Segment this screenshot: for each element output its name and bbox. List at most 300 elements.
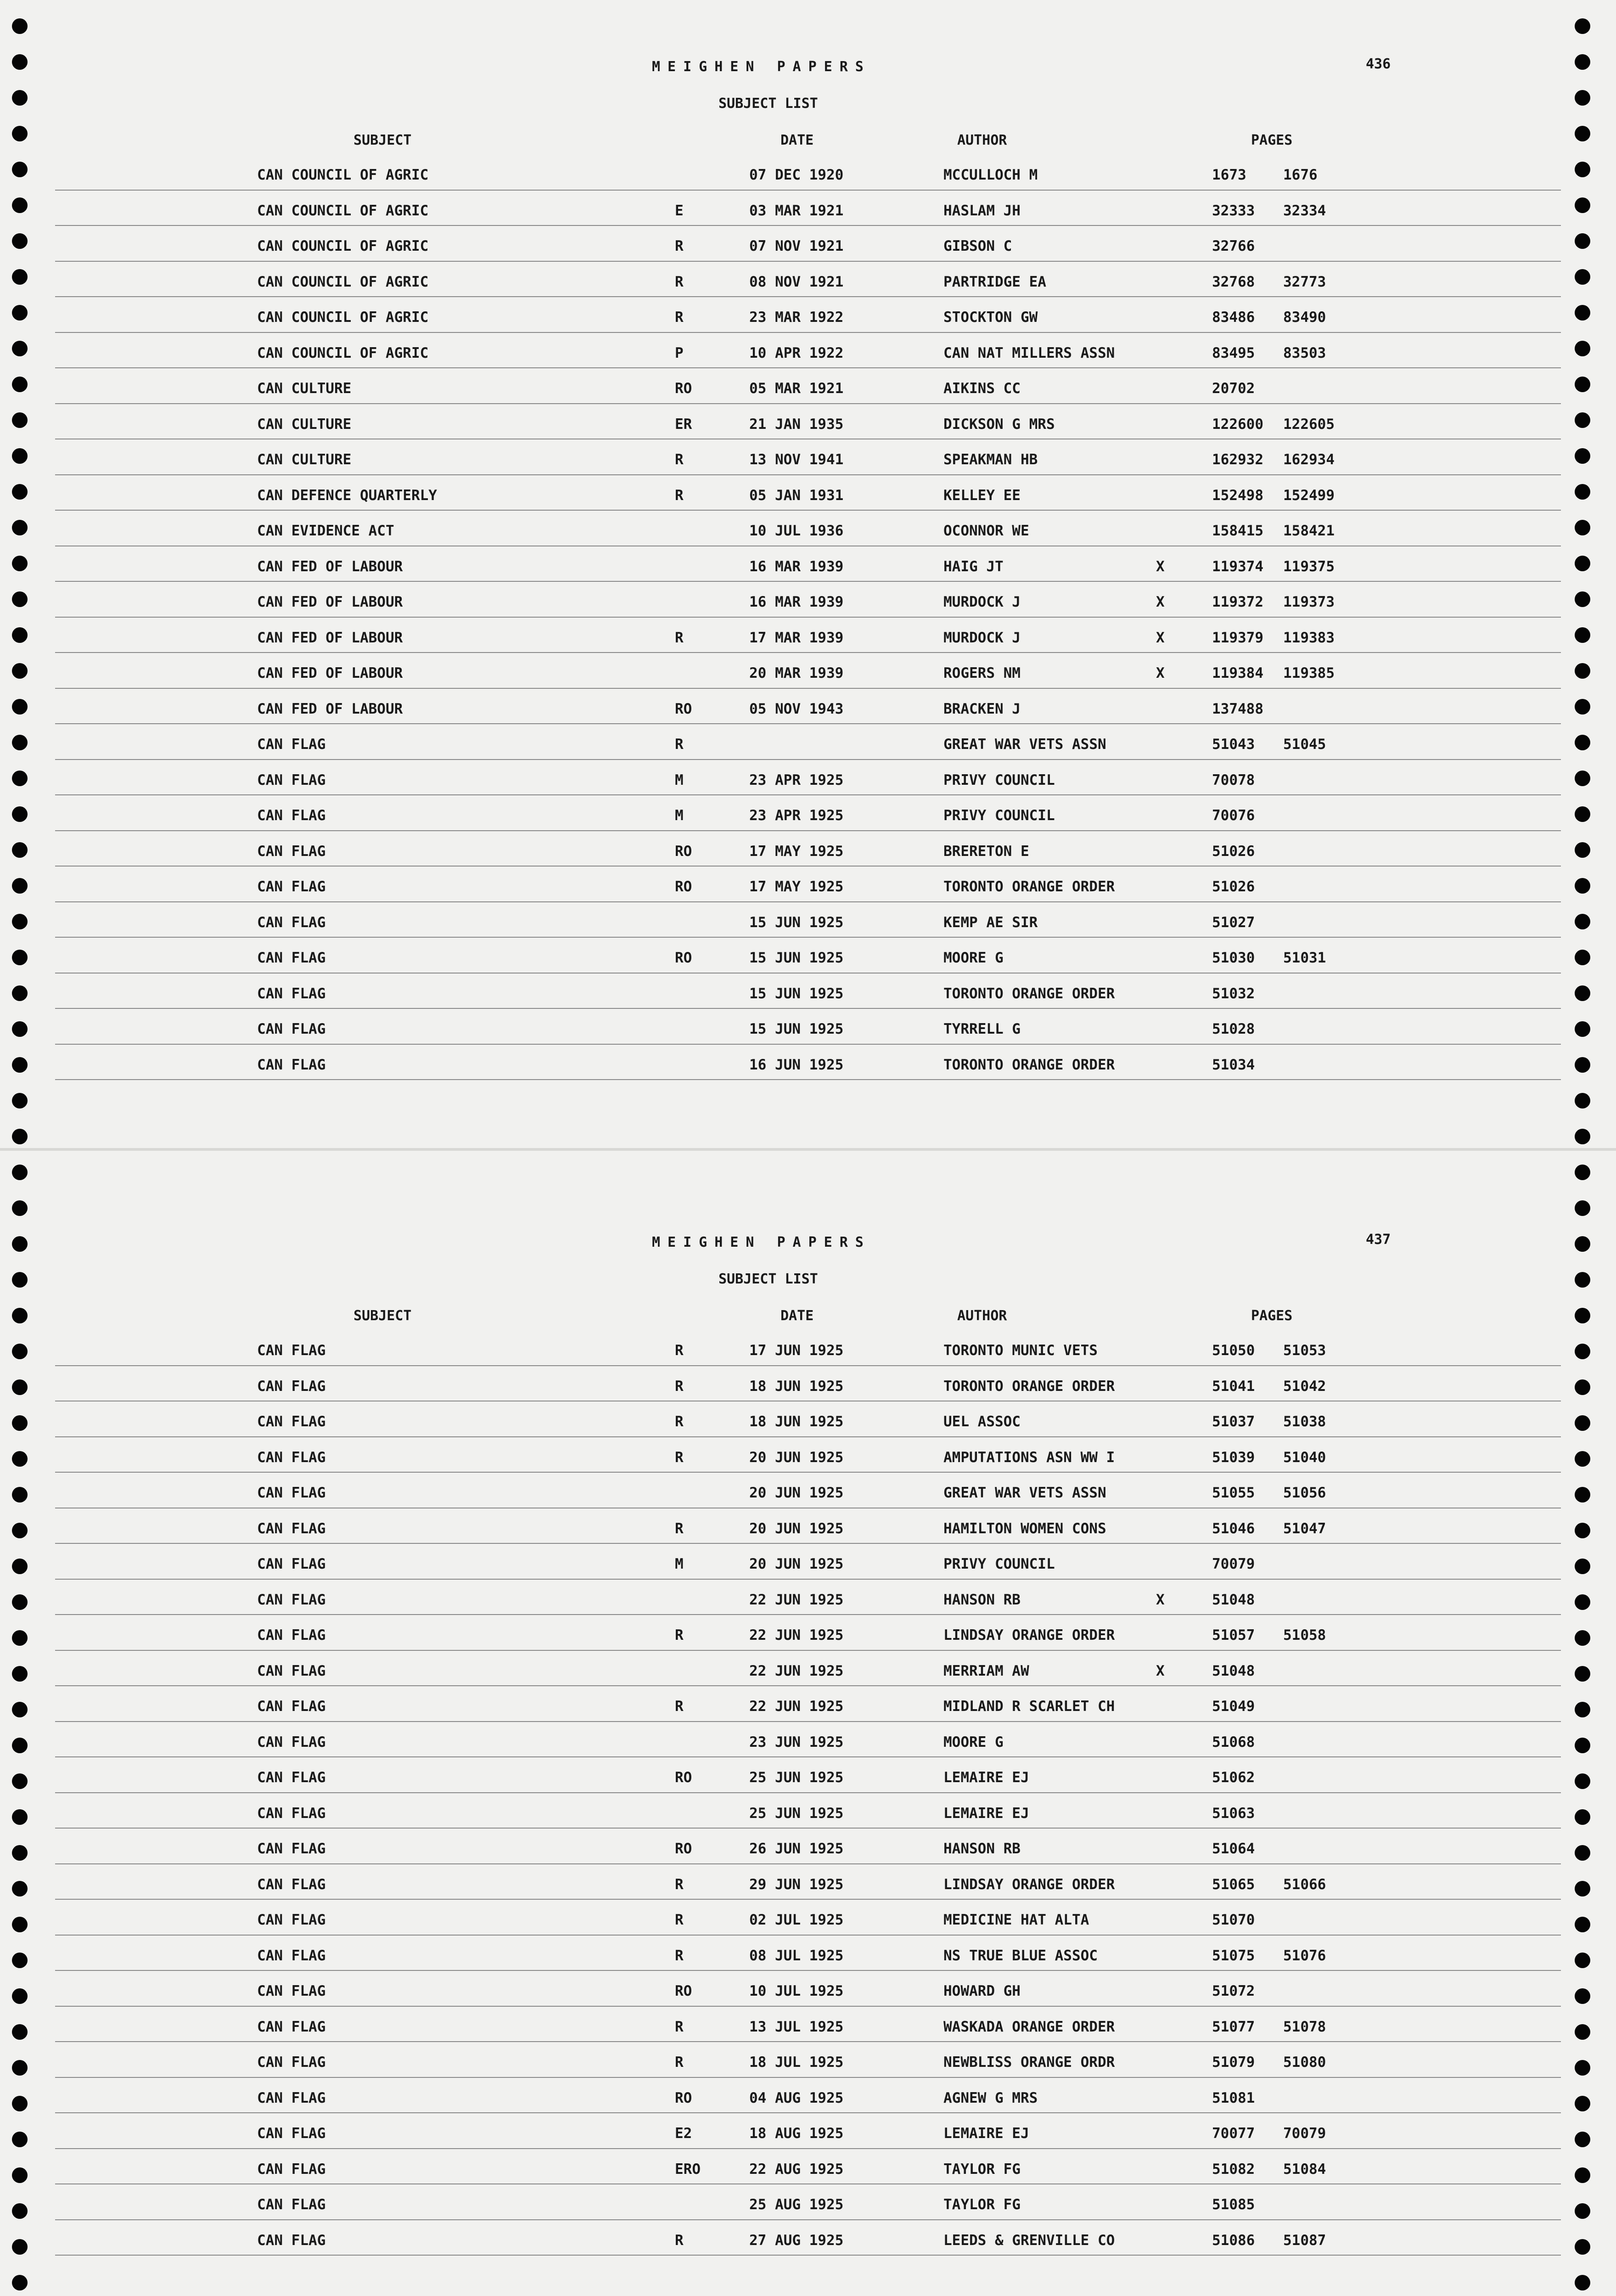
header-pages: PAGES xyxy=(1251,132,1293,148)
code-cell: RO xyxy=(675,1840,692,1857)
subject-cell: CAN FLAG xyxy=(257,843,326,860)
date-cell: 17 MAY 1925 xyxy=(749,878,844,895)
tractor-hole xyxy=(1575,1200,1590,1216)
author-cell: GREAT WAR VETS ASSN xyxy=(943,736,1106,753)
author-cell: KELLEY EE xyxy=(943,487,1021,504)
author-cell: HAMILTON WOMEN CONS xyxy=(943,1520,1106,1537)
author-cell: NEWBLISS ORANGE ORDR xyxy=(943,2054,1115,2071)
subject-cell: CAN FLAG xyxy=(257,985,326,1002)
date-cell: 23 APR 1925 xyxy=(749,771,844,788)
author-cell: TORONTO ORANGE ORDER xyxy=(943,1056,1115,1073)
code-cell: R xyxy=(675,1912,684,1928)
table-row xyxy=(0,2122,1616,2157)
code-cell: M xyxy=(675,1556,684,1572)
tractor-hole xyxy=(1575,1165,1590,1180)
author-cell: TORONTO ORANGE ORDER xyxy=(943,985,1115,1002)
table-row xyxy=(0,1517,1616,1553)
code-cell: P xyxy=(675,344,684,361)
page-from-cell: 51079 xyxy=(1212,2054,1255,2071)
subject-cell: CAN FLAG xyxy=(257,1591,326,1608)
subject-cell: CAN FED OF LABOUR xyxy=(257,700,403,717)
page-divider xyxy=(0,1148,1616,1151)
code-cell: RO xyxy=(675,1983,692,1999)
subject-cell: CAN FLAG xyxy=(257,1413,326,1430)
page-from-cell: 51057 xyxy=(1212,1627,1255,1643)
header-date: DATE xyxy=(780,1308,814,1324)
code-cell: R xyxy=(675,309,684,326)
page-from-cell: 51041 xyxy=(1212,1378,1255,1395)
subject-cell: CAN CULTURE xyxy=(257,451,352,468)
table-row xyxy=(0,377,1616,412)
date-cell: 17 MAY 1925 xyxy=(749,843,844,860)
page-subtitle: SUBJECT LIST xyxy=(718,1271,818,1287)
date-cell: 29 JUN 1925 xyxy=(749,1876,844,1893)
page-to-cell: 83503 xyxy=(1283,344,1326,361)
table-row xyxy=(0,804,1616,839)
table-row xyxy=(0,1659,1616,1695)
date-cell: 10 APR 1922 xyxy=(749,344,844,361)
table-row xyxy=(0,1017,1616,1053)
subject-cell: CAN FLAG xyxy=(257,1840,326,1857)
flag-x-cell: X xyxy=(1156,558,1165,575)
author-cell: LINDSAY ORANGE ORDER xyxy=(943,1876,1115,1893)
subject-cell: CAN FLAG xyxy=(257,1556,326,1572)
date-cell: 18 JUN 1925 xyxy=(749,1378,844,1395)
tractor-hole xyxy=(12,1200,28,1216)
author-cell: AMPUTATIONS ASN WW I xyxy=(943,1449,1115,1466)
date-cell: 13 JUL 1925 xyxy=(749,2018,844,2035)
page-subtitle: SUBJECT LIST xyxy=(718,96,818,112)
code-cell: R xyxy=(675,2018,684,2035)
date-cell: 22 JUN 1925 xyxy=(749,1627,844,1643)
subject-cell: CAN COUNCIL OF AGRIC xyxy=(257,273,429,290)
flag-x-cell: X xyxy=(1156,1591,1165,1608)
author-cell: MOORE G xyxy=(943,1733,1004,1750)
code-cell: R xyxy=(675,2054,684,2071)
tractor-hole xyxy=(1575,1129,1590,1144)
table-row xyxy=(0,946,1616,982)
subject-cell: CAN FLAG xyxy=(257,2089,326,2106)
date-cell: 23 MAR 1922 xyxy=(749,309,844,326)
page-from-cell: 70079 xyxy=(1212,1556,1255,1572)
tractor-hole xyxy=(12,54,28,70)
table-row xyxy=(0,1374,1616,1410)
page-to-cell: 51076 xyxy=(1283,1947,1326,1964)
table-row xyxy=(0,1837,1616,1873)
page-from-cell: 32768 xyxy=(1212,273,1255,290)
date-cell: 15 JUN 1925 xyxy=(749,1021,844,1037)
subject-cell: CAN FLAG xyxy=(257,1733,326,1750)
subject-cell: CAN FLAG xyxy=(257,1983,326,1999)
subject-list-rows xyxy=(0,1339,1616,2264)
table-row xyxy=(0,1588,1616,1624)
code-cell: R xyxy=(675,273,684,290)
table-row xyxy=(0,839,1616,875)
subject-cell: CAN FED OF LABOUR xyxy=(257,558,403,575)
page-from-cell: 51039 xyxy=(1212,1449,1255,1466)
page-from-cell: 119374 xyxy=(1212,558,1263,575)
header-author: AUTHOR xyxy=(957,1308,1007,1324)
table-row xyxy=(0,555,1616,591)
tractor-hole xyxy=(1575,126,1590,141)
author-cell: LEMAIRE EJ xyxy=(943,1805,1029,1822)
date-cell: 25 AUG 1925 xyxy=(749,2196,844,2213)
code-cell: R xyxy=(675,1378,684,1395)
page-from-cell: 51030 xyxy=(1212,950,1255,966)
subject-cell: CAN FLAG xyxy=(257,1378,326,1395)
page-to-cell: 152499 xyxy=(1283,487,1335,504)
date-cell: 05 JAN 1931 xyxy=(749,487,844,504)
table-row xyxy=(0,697,1616,733)
page-from-cell: 70078 xyxy=(1212,771,1255,788)
code-cell: RO xyxy=(675,878,692,895)
date-cell: 17 MAR 1939 xyxy=(749,629,844,646)
author-cell: STOCKTON GW xyxy=(943,309,1038,326)
author-cell: ROGERS NM xyxy=(943,665,1021,681)
subject-cell: CAN FLAG xyxy=(257,950,326,966)
page-from-cell: 83495 xyxy=(1212,344,1255,361)
page-to-cell: 51045 xyxy=(1283,736,1326,753)
date-cell: 18 JUN 1925 xyxy=(749,1413,844,1430)
table-row xyxy=(0,1979,1616,2015)
page-to-cell: 119383 xyxy=(1283,629,1335,646)
page-from-cell: 51050 xyxy=(1212,1342,1255,1359)
subject-cell: CAN FLAG xyxy=(257,2018,326,2035)
tractor-hole xyxy=(1575,18,1590,34)
table-row xyxy=(0,2193,1616,2228)
page-from-cell: 158415 xyxy=(1212,523,1263,539)
subject-cell: CAN DEFENCE QUARTERLY xyxy=(257,487,437,504)
tractor-hole xyxy=(12,90,28,106)
header-subject: SUBJECT xyxy=(354,1308,412,1324)
code-cell: ER xyxy=(675,416,692,433)
author-cell: PRIVY COUNCIL xyxy=(943,771,1055,788)
page-from-cell: 51085 xyxy=(1212,2196,1255,2213)
code-cell: R xyxy=(675,487,684,504)
tractor-hole xyxy=(12,1272,28,1288)
table-row xyxy=(0,1730,1616,1766)
subject-cell: CAN FED OF LABOUR xyxy=(257,594,403,610)
table-row xyxy=(0,519,1616,555)
flag-x-cell: X xyxy=(1156,665,1165,681)
page-from-cell: 51077 xyxy=(1212,2018,1255,2035)
subject-cell: CAN FLAG xyxy=(257,1947,326,1964)
date-cell: 20 JUN 1925 xyxy=(749,1449,844,1466)
date-cell: 22 JUN 1925 xyxy=(749,1662,844,1679)
subject-list-rows xyxy=(0,163,1616,1088)
code-cell: R xyxy=(675,1627,684,1643)
author-cell: OCONNOR WE xyxy=(943,523,1029,539)
author-cell: LEEDS & GRENVILLE CO xyxy=(943,2232,1115,2249)
code-cell: RO xyxy=(675,950,692,966)
author-cell: GIBSON C xyxy=(943,238,1012,254)
page-from-cell: 51082 xyxy=(1212,2161,1255,2178)
author-cell: SPEAKMAN HB xyxy=(943,451,1038,468)
date-cell: 05 MAR 1921 xyxy=(749,380,844,397)
page-to-cell: 51053 xyxy=(1283,1342,1326,1359)
code-cell: R xyxy=(675,1449,684,1466)
subject-cell: CAN FLAG xyxy=(257,1698,326,1715)
table-row xyxy=(0,1908,1616,1944)
page-to-cell: 162934 xyxy=(1283,451,1335,468)
date-cell: 08 JUL 1925 xyxy=(749,1947,844,1964)
author-cell: AGNEW G MRS xyxy=(943,2089,1038,2106)
page-from-cell: 152498 xyxy=(1212,487,1263,504)
page-from-cell: 51028 xyxy=(1212,1021,1255,1037)
page-from-cell: 137488 xyxy=(1212,700,1263,717)
date-cell: 20 MAR 1939 xyxy=(749,665,844,681)
page-from-cell: 51048 xyxy=(1212,1662,1255,1679)
date-cell: 05 NOV 1943 xyxy=(749,700,844,717)
subject-cell: CAN FLAG xyxy=(257,1485,326,1501)
table-row xyxy=(0,234,1616,270)
subject-cell: CAN FLAG xyxy=(257,1449,326,1466)
author-cell: TAYLOR FG xyxy=(943,2196,1021,2213)
page-to-cell: 51078 xyxy=(1283,2018,1326,2035)
tractor-hole xyxy=(12,1308,28,1323)
tractor-hole xyxy=(12,1165,28,1180)
subject-cell: CAN FLAG xyxy=(257,807,326,824)
page-from-cell: 51043 xyxy=(1212,736,1255,753)
table-row xyxy=(0,1446,1616,1481)
table-row xyxy=(0,661,1616,697)
tractor-hole xyxy=(12,18,28,34)
code-cell: R xyxy=(675,629,684,646)
table-row xyxy=(0,163,1616,199)
table-row xyxy=(0,1766,1616,1801)
date-cell: 21 JAN 1935 xyxy=(749,416,844,433)
page-from-cell: 51049 xyxy=(1212,1698,1255,1715)
author-cell: MERRIAM AW xyxy=(943,1662,1029,1679)
table-row xyxy=(0,1053,1616,1089)
subject-cell: CAN FLAG xyxy=(257,2161,326,2178)
date-cell: 15 JUN 1925 xyxy=(749,914,844,931)
table-row xyxy=(0,484,1616,519)
page-to-cell: 51042 xyxy=(1283,1378,1326,1395)
subject-cell: CAN CULTURE xyxy=(257,416,352,433)
page-title: MEIGHEN PAPERS xyxy=(652,1234,871,1250)
header-subject: SUBJECT xyxy=(354,132,412,148)
table-row xyxy=(0,2050,1616,2086)
subject-cell: CAN FLAG xyxy=(257,2232,326,2249)
page-from-cell: 51086 xyxy=(1212,2232,1255,2249)
subject-cell: CAN FLAG xyxy=(257,2196,326,2213)
subject-cell: CAN FLAG xyxy=(257,1021,326,1037)
date-cell: 16 MAR 1939 xyxy=(749,558,844,575)
page-from-cell: 51037 xyxy=(1212,1413,1255,1430)
page-from-cell: 51063 xyxy=(1212,1805,1255,1822)
subject-cell: CAN COUNCIL OF AGRIC xyxy=(257,309,429,326)
header-author: AUTHOR xyxy=(957,132,1007,148)
code-cell: M xyxy=(675,807,684,824)
table-row xyxy=(0,270,1616,306)
tractor-hole xyxy=(1575,1093,1590,1109)
code-cell: R xyxy=(675,238,684,254)
date-cell: 07 DEC 1920 xyxy=(749,167,844,183)
author-cell: UEL ASSOC xyxy=(943,1413,1021,1430)
page-to-cell: 122605 xyxy=(1283,416,1335,433)
subject-cell: CAN FLAG xyxy=(257,2054,326,2071)
author-cell: TORONTO ORANGE ORDER xyxy=(943,1378,1115,1395)
table-row xyxy=(0,2228,1616,2264)
page-from-cell: 51081 xyxy=(1212,2089,1255,2106)
flag-x-cell: X xyxy=(1156,594,1165,610)
author-cell: TAYLOR FG xyxy=(943,2161,1021,2178)
date-cell: 08 NOV 1921 xyxy=(749,273,844,290)
subject-cell: CAN FLAG xyxy=(257,878,326,895)
page-from-cell: 1673 xyxy=(1212,167,1246,183)
table-row xyxy=(0,2015,1616,2051)
page-from-cell: 51072 xyxy=(1212,1983,1255,1999)
page-from-cell: 51065 xyxy=(1212,1876,1255,1893)
date-cell: 15 JUN 1925 xyxy=(749,950,844,966)
page-to-cell: 119373 xyxy=(1283,594,1335,610)
tractor-hole xyxy=(1575,1272,1590,1288)
date-cell: 23 APR 1925 xyxy=(749,807,844,824)
tractor-hole xyxy=(1575,90,1590,106)
page-to-cell: 51047 xyxy=(1283,1520,1326,1537)
date-cell: 04 AUG 1925 xyxy=(749,2089,844,2106)
author-cell: MIDLAND R SCARLET CH xyxy=(943,1698,1115,1715)
date-cell: 27 AUG 1925 xyxy=(749,2232,844,2249)
tractor-hole xyxy=(1575,1236,1590,1252)
table-row xyxy=(0,199,1616,235)
table-row xyxy=(0,341,1616,377)
code-cell: RO xyxy=(675,1769,692,1786)
table-row xyxy=(0,1623,1616,1659)
date-cell: 13 NOV 1941 xyxy=(749,451,844,468)
date-cell: 22 AUG 1925 xyxy=(749,2161,844,2178)
code-cell: R xyxy=(675,2232,684,2249)
author-cell: PRIVY COUNCIL xyxy=(943,807,1055,824)
date-cell: 02 JUL 1925 xyxy=(749,1912,844,1928)
table-row xyxy=(0,875,1616,911)
date-cell: 20 JUN 1925 xyxy=(749,1556,844,1572)
table-row xyxy=(0,1481,1616,1517)
page-to-cell: 51031 xyxy=(1283,950,1326,966)
date-cell: 25 JUN 1925 xyxy=(749,1805,844,1822)
subject-cell: CAN FLAG xyxy=(257,1912,326,1928)
author-cell: KEMP AE SIR xyxy=(943,914,1038,931)
page-from-cell: 51068 xyxy=(1212,1733,1255,1750)
subject-cell: CAN FED OF LABOUR xyxy=(257,629,403,646)
author-cell: LEMAIRE EJ xyxy=(943,2125,1029,2142)
code-cell: RO xyxy=(675,380,692,397)
page-from-cell: 51070 xyxy=(1212,1912,1255,1928)
subject-cell: CAN FLAG xyxy=(257,1056,326,1073)
page-from-cell: 70076 xyxy=(1212,807,1255,824)
date-cell: 22 JUN 1925 xyxy=(749,1698,844,1715)
date-cell: 17 JUN 1925 xyxy=(749,1342,844,1359)
author-cell: TORONTO MUNIC VETS xyxy=(943,1342,1098,1359)
date-cell: 10 JUL 1936 xyxy=(749,523,844,539)
date-cell: 15 JUN 1925 xyxy=(749,985,844,1002)
subject-cell: CAN FLAG xyxy=(257,914,326,931)
author-cell: LEMAIRE EJ xyxy=(943,1769,1029,1786)
code-cell: R xyxy=(675,1876,684,1893)
code-cell: RO xyxy=(675,2089,692,2106)
date-cell: 26 JUN 1925 xyxy=(749,1840,844,1857)
code-cell: M xyxy=(675,771,684,788)
page-to-cell: 51056 xyxy=(1283,1485,1326,1501)
author-cell: CAN NAT MILLERS ASSN xyxy=(943,344,1115,361)
code-cell: R xyxy=(675,1947,684,1964)
page-from-cell: 51026 xyxy=(1212,843,1255,860)
subject-cell: CAN FED OF LABOUR xyxy=(257,665,403,681)
table-row xyxy=(0,1339,1616,1374)
date-cell: 10 JUL 1925 xyxy=(749,1983,844,1999)
page-from-cell: 51034 xyxy=(1212,1056,1255,1073)
date-cell: 18 JUL 1925 xyxy=(749,2054,844,2071)
code-cell: ERO xyxy=(675,2161,701,2178)
page-to-cell: 51038 xyxy=(1283,1413,1326,1430)
author-cell: BRERETON E xyxy=(943,843,1029,860)
page-from-cell: 51055 xyxy=(1212,1485,1255,1501)
table-row xyxy=(0,1873,1616,1908)
code-cell: R xyxy=(675,1520,684,1537)
table-row xyxy=(0,626,1616,662)
page-from-cell: 51046 xyxy=(1212,1520,1255,1537)
table-row xyxy=(0,768,1616,804)
subject-cell: CAN FLAG xyxy=(257,771,326,788)
table-row xyxy=(0,1801,1616,1837)
author-cell: PARTRIDGE EA xyxy=(943,273,1046,290)
author-cell: WASKADA ORANGE ORDER xyxy=(943,2018,1115,2035)
flag-x-cell: X xyxy=(1156,1662,1165,1679)
author-cell: HASLAM JH xyxy=(943,202,1021,219)
code-cell: RO xyxy=(675,700,692,717)
page-to-cell: 51058 xyxy=(1283,1627,1326,1643)
date-cell: 18 AUG 1925 xyxy=(749,2125,844,2142)
table-row xyxy=(0,305,1616,341)
code-cell: E xyxy=(675,202,684,219)
page-number: 436 xyxy=(1366,56,1391,72)
date-cell: 25 JUN 1925 xyxy=(749,1769,844,1786)
page-from-cell: 51075 xyxy=(1212,1947,1255,1964)
table-row xyxy=(0,448,1616,484)
date-cell: 22 JUN 1925 xyxy=(749,1591,844,1608)
page-from-cell: 122600 xyxy=(1212,416,1263,433)
author-cell: HANSON RB xyxy=(943,1840,1021,1857)
tractor-hole xyxy=(12,1129,28,1144)
subject-cell: CAN FLAG xyxy=(257,736,326,753)
page-from-cell: 20702 xyxy=(1212,380,1255,397)
author-cell: HANSON RB xyxy=(943,1591,1021,1608)
page-from-cell: 32766 xyxy=(1212,238,1255,254)
page-to-cell: 51084 xyxy=(1283,2161,1326,2178)
table-row xyxy=(0,1552,1616,1588)
subject-cell: CAN COUNCIL OF AGRIC xyxy=(257,238,429,254)
page-to-cell: 51066 xyxy=(1283,1876,1326,1893)
page-from-cell: 119379 xyxy=(1212,629,1263,646)
subject-cell: CAN COUNCIL OF AGRIC xyxy=(257,167,429,183)
table-row xyxy=(0,2157,1616,2193)
page-from-cell: 70077 xyxy=(1212,2125,1255,2142)
page-from-cell: 162932 xyxy=(1212,451,1263,468)
code-cell: RO xyxy=(675,843,692,860)
subject-cell: CAN FLAG xyxy=(257,1876,326,1893)
code-cell: R xyxy=(675,1342,684,1359)
table-row xyxy=(0,1944,1616,1980)
subject-cell: CAN FLAG xyxy=(257,1805,326,1822)
flag-x-cell: X xyxy=(1156,629,1165,646)
date-cell: 23 JUN 1925 xyxy=(749,1733,844,1750)
date-cell: 20 JUN 1925 xyxy=(749,1520,844,1537)
table-row xyxy=(0,732,1616,768)
tractor-hole xyxy=(12,2275,28,2290)
table-row xyxy=(0,1410,1616,1446)
subject-cell: CAN FLAG xyxy=(257,1769,326,1786)
